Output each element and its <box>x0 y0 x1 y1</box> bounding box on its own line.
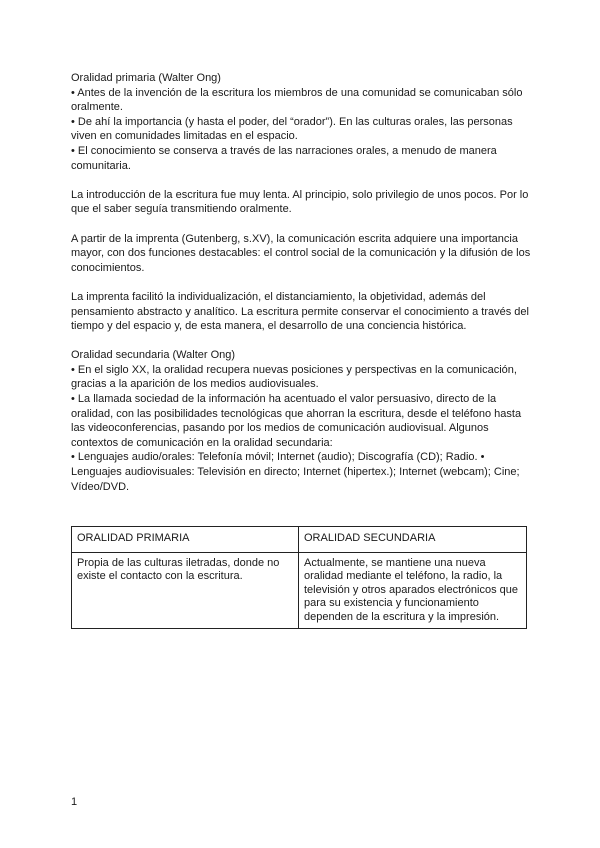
table-cell-primary: Propia de las culturas iletradas, donde no existe el contacto con la escritura. <box>72 553 299 629</box>
section-heading-secondary: Oralidad secundaria (Walter Ong) <box>71 349 236 362</box>
paragraph-printing-press: A partir de la imprenta (Gutenberg, s.XV), la comunicación escrita adquiere una importancia mayor, con dos funciones destacables: el control social de la comunicación y la difusión de los conocimientos. <box>71 232 531 274</box>
table-header-primary: ORALIDAD PRIMARIA <box>72 527 299 553</box>
section-heading-primary: Oralidad primaria (Walter Ong) <box>71 72 221 84</box>
bullet-item: • En el siglo XX, la oralidad recupera nuevas posiciones y perspectivas en la comunicación, gracias a la aparición de los medios audiovisuales. <box>71 363 517 391</box>
table-header-row <box>72 527 527 553</box>
page-number: 1 <box>71 796 78 808</box>
bullet-item: • Antes de la invención de la escritura los miembros de una comunidad se comunicaban sólo oralmente. <box>71 86 523 114</box>
bullet-item: • El conocimiento se conserva a través de las narraciones orales, a menudo de manera comunitaria. <box>71 144 497 172</box>
table-cell-secondary: Actualmente, se mantiene una nueva oralidad mediante el teléfono, la radio, la televisión y otros aparados electrónicos que para su existencia y funcionamiento dependen de la escritura y la impresión. <box>299 553 527 629</box>
bullet-item: • La llamada sociedad de la información ha acentuado el valor persuasivo, directo de la oralidad, con las posibilidades tecnológicas que ahorran la escritura, desde el teléfono hasta las videoconferencias, pasando por los medios de comunicación audiovisual. Algunos contextos de comunicación en la oralidad secundaria: <box>71 393 522 449</box>
bullet-item: • De ahí la importancia (y hasta el poder, del “orador”). En las culturas orales, las personas viven en comunidades limitadas en el espacio. <box>71 115 513 143</box>
paragraph-printing-effects: La imprenta facilitó la individualización, el distanciamiento, la objetividad, además del pensamiento abstracto y analítico. La escritura permite conservar el conocimiento a través del tiempo y del espacio y, de esta manera, el desarrollo de una conciencia histórica. <box>71 290 529 333</box>
table-row <box>72 553 527 629</box>
bullet-item: • Lenguajes audio/orales: Telefonía móvil; Internet (audio); Discografía (CD); Radio. • Lenguajes audiovisuales: Televisión en directo; Internet (hipertex.); Internet (webcam); Cine; Vídeo/DVD. <box>71 451 520 493</box>
document-body <box>71 71 531 494</box>
comparison-table <box>71 526 527 629</box>
paragraph-writing-intro: La introducción de la escritura fue muy lenta. Al principio, solo privilegio de unos pocos. Por lo que el saber seguía transmitiendo oralmente. <box>71 188 529 216</box>
table-header-secondary: ORALIDAD SECUNDARIA <box>299 527 527 553</box>
